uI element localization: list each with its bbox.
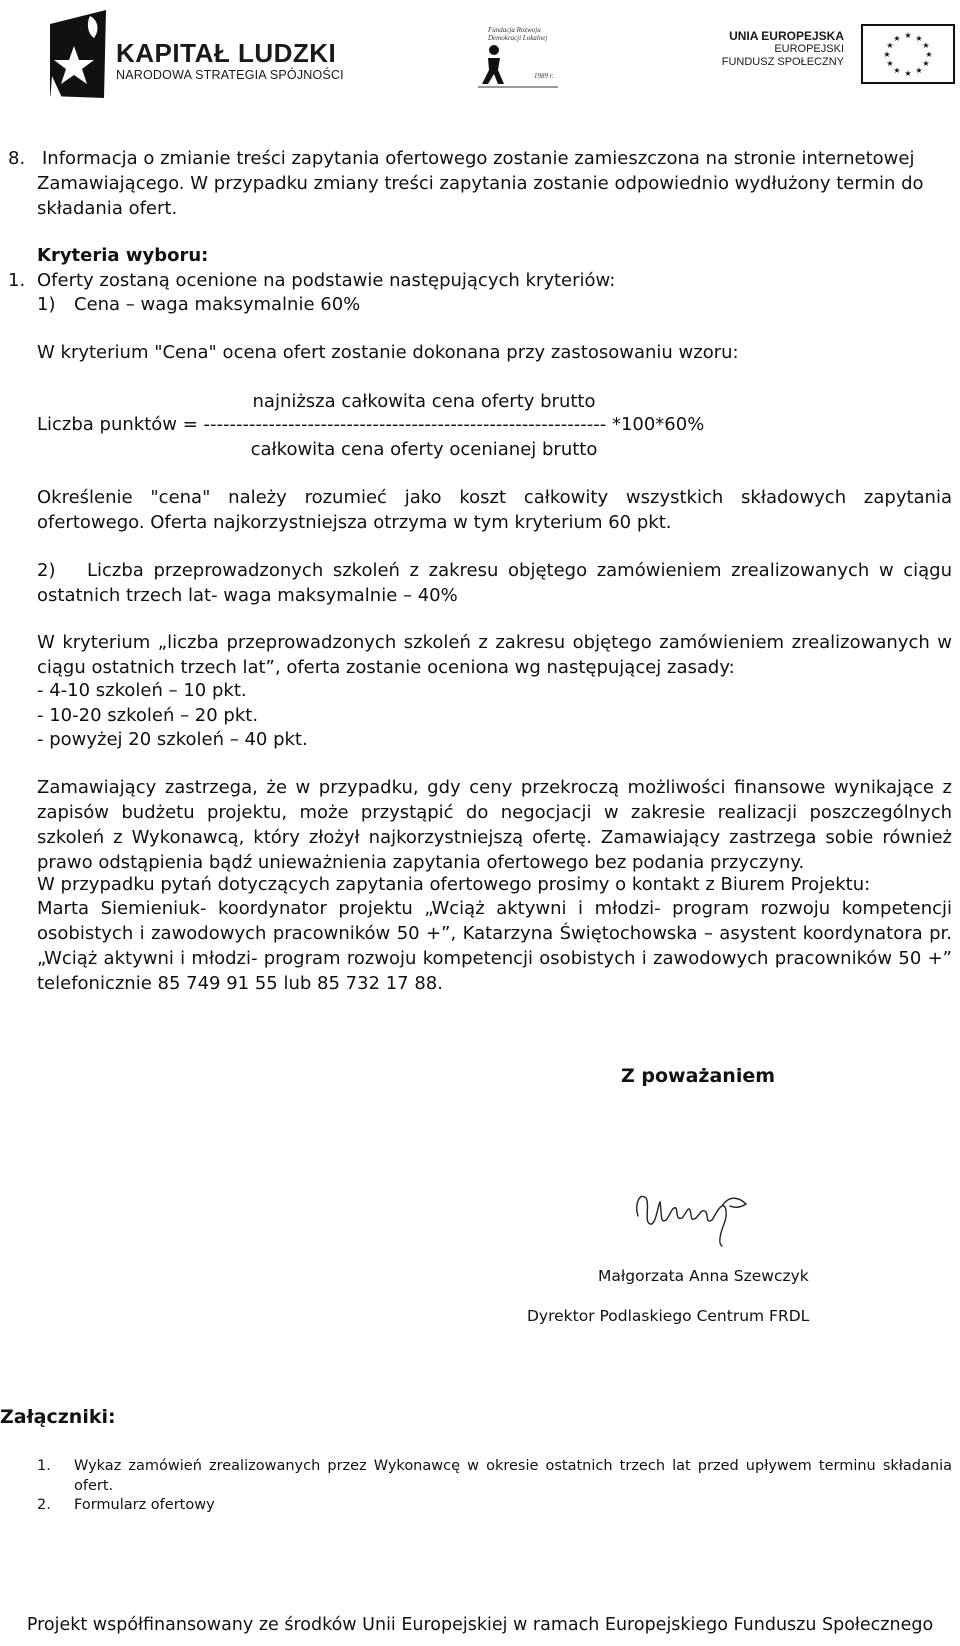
criterion2-rule-2: - 10-20 szkoleń – 20 pkt. bbox=[37, 705, 259, 726]
svg-text:★: ★ bbox=[883, 50, 891, 59]
section-8-line3: składania ofert. bbox=[37, 198, 178, 219]
frdl-year: 1989 r. bbox=[534, 72, 554, 80]
section-8-line1: Informacja o zmianie treści zapytania ofertowego zostanie zamieszczona na stronie internetowej bbox=[42, 148, 915, 169]
svg-text:★: ★ bbox=[922, 59, 930, 68]
signatory-name: Małgorzata Anna Szewczyk bbox=[598, 1267, 809, 1285]
criterion2-rule-3: - powyżej 20 szkoleń – 40 pkt. bbox=[37, 729, 308, 750]
svg-text:★: ★ bbox=[893, 66, 901, 75]
svg-text:★: ★ bbox=[915, 34, 923, 43]
kapital-ludzki-logo-icon bbox=[44, 6, 110, 102]
eu-line-2: EUROPEJSKI bbox=[774, 43, 844, 55]
attachment-2-text: Formularz ofertowy bbox=[74, 1497, 215, 1513]
kapital-ludzki-name: KAPITAŁ LUDZKI bbox=[116, 38, 337, 68]
svg-text:★: ★ bbox=[904, 69, 912, 78]
criteria-item1-number: 1. bbox=[8, 270, 26, 291]
contact-details: Marta Siemieniuk- koordynator projektu „Wciąż aktywni i młodzi- program rozwoju kompetencji osobistych i zawodowych pracowników 50 +”, Katarzyna Świętochowska – asystent koordynatora pr. „Wciąż aktywni i młodzi- program rozwoju kompetencji osobistych i zawodowych pracowników 50 +” telefonicznie 85 749 91 55 lub 85 732 17 88. bbox=[37, 898, 952, 994]
formula-numerator: najniższa całkowita cena oferty brutto bbox=[252, 391, 596, 412]
section-8-number: 8. bbox=[8, 148, 26, 169]
formula-line: Liczba punktów = -------------------------------------------------------------- *100*60% bbox=[37, 414, 705, 435]
eu-flag-icon bbox=[861, 24, 955, 84]
reservation-paragraph: Zamawiający zastrzega, że w przypadku, gdy ceny przekroczą możliwości finansowe wynikające z zapisów budżetu projektu, może przystąpić do negocjacji w zakresie realizacji poszczególnych szkoleń z Wykonawcą, który złożył najkorzystniejszą ofertę. Zamawiający zastrzega sobie również prawo odstąpienia bądź unieważnienia zapytania ofertowego bez podania przyczyny. bbox=[37, 777, 952, 873]
criterion2-rule-1: - 4-10 szkoleń – 10 pkt. bbox=[37, 680, 247, 701]
eu-line-3: FUNDUSZ SPOŁECZNY bbox=[721, 56, 844, 68]
kapital-ludzki-subtitle: NARODOWA STRATEGIA SPÓJNOŚCI bbox=[116, 68, 344, 82]
svg-text:★: ★ bbox=[886, 41, 894, 50]
footer-text: Projekt współfinansowany ze środków Unii Europejskiej w ramach Europejskiego Funduszu Społecznego bbox=[26, 1615, 934, 1635]
frdl-name-line2: Demokracji Lokalnej bbox=[488, 34, 548, 42]
regards: Z poważaniem bbox=[621, 1065, 776, 1087]
criteria-heading: Kryteria wyboru: bbox=[37, 245, 209, 266]
criterion2-number: 2) bbox=[37, 560, 56, 581]
eu-text-block bbox=[712, 30, 844, 69]
section-8-line2: Zamawiającego. W przypadku zmiany treści zapytania zostanie odpowiednio wydłużony termin do bbox=[37, 173, 924, 194]
signature-icon bbox=[630, 1174, 760, 1254]
criterion1-number: 1) bbox=[37, 294, 56, 315]
attachment-1-text: Wykaz zamówień zrealizowanych przez Wykonawcę w okresie ostatnich trzech lat przed upływem terminu składania ofert. bbox=[74, 1458, 952, 1494]
criteria-item1-text: Oferty zostaną ocenione na podstawie następujących kryteriów: bbox=[37, 270, 616, 291]
eu-line-1: UNIA EUROPEJSKA bbox=[729, 29, 844, 43]
attachments-heading: Załączniki: bbox=[0, 1406, 116, 1428]
criterion1-intro: W kryterium "Cena" ocena ofert zostanie dokonana przy zastosowaniu wzoru: bbox=[37, 342, 739, 363]
svg-text:★: ★ bbox=[925, 50, 933, 59]
criterion2-text: Liczba przeprowadzonych szkoleń z zakresu objętego zamówieniem zrealizowanych w ciągu ostatnich trzech lat- waga maksymalnie – 40% bbox=[37, 560, 952, 606]
svg-text:★: ★ bbox=[922, 41, 930, 50]
svg-text:★: ★ bbox=[886, 59, 894, 68]
svg-text:★: ★ bbox=[893, 34, 901, 43]
svg-text:★: ★ bbox=[904, 31, 912, 40]
frdl-name-line1: Fundacja Rozwoju bbox=[488, 26, 541, 34]
criterion2-intro: W kryterium „liczba przeprowadzonych szkoleń z zakresu objętego zamówieniem zrealizowanych w ciągu ostatnich trzech lat”, oferta zostanie oceniona wg następującej zasady: bbox=[37, 632, 952, 678]
frdl-name bbox=[488, 26, 547, 42]
formula-denominator: całkowita cena oferty ocenianej brutto bbox=[250, 439, 598, 460]
criterion1-text: Cena – waga maksymalnie 60% bbox=[74, 294, 361, 315]
price-definition: Określenie "cena" należy rozumieć jako koszt całkowity wszystkich składowych zapytania ofertowego. Oferta najkorzystniejsza otrzyma w tym kryterium 60 pkt. bbox=[37, 487, 952, 533]
attachment-1-number: 1. bbox=[37, 1458, 51, 1474]
contact-intro: W przypadku pytań dotyczących zapytania ofertowego prosimy o kontakt z Biurem Projektu: bbox=[37, 874, 871, 895]
signatory-position: Dyrektor Podlaskiego Centrum FRDL bbox=[527, 1307, 810, 1325]
svg-text:★: ★ bbox=[915, 66, 923, 75]
attachment-2-number: 2. bbox=[37, 1497, 51, 1513]
